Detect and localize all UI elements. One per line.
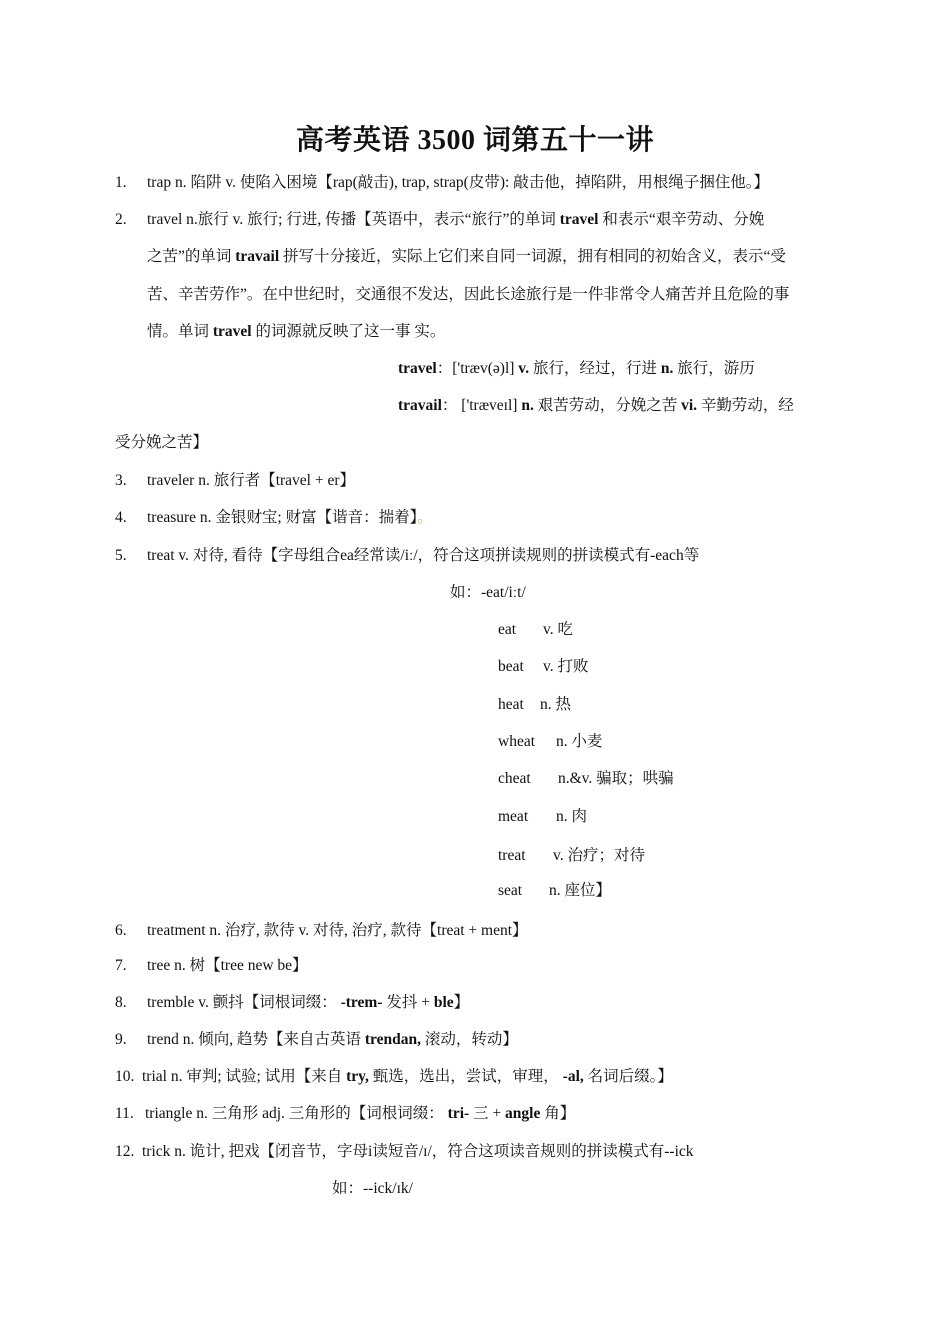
item-text: 名词后缀。】 — [583, 1068, 673, 1085]
list-item-5 — [115, 545, 699, 567]
item-number: 10. — [115, 1068, 135, 1085]
item-keyword: ble — [433, 994, 454, 1011]
meaning: 旅行，游历 — [673, 360, 755, 377]
item-text: 情。单词 — [147, 323, 213, 340]
list-item-2 — [115, 209, 764, 231]
item-text: 和表示“艰辛劳动、分娩 — [598, 211, 765, 228]
item-number: 5. — [115, 547, 127, 564]
travail-definition — [398, 395, 794, 417]
item-keyword: tri- — [447, 1105, 470, 1122]
word: beat — [498, 658, 524, 675]
example-label: 如：--ick/ɪk/ — [332, 1180, 413, 1197]
item-number: 12. — [115, 1143, 135, 1160]
word: meat — [498, 808, 529, 825]
item-text: trick n. 诡计, 把戏【闭音节，字母i读短音/ɪ/，符合这项读音规则的拼读模式有--ick — [142, 1143, 694, 1160]
item-keyword: travail — [398, 397, 442, 414]
item-text: treat v. 对待, 看待【字母组合ea经常读/iː/，符合这项拼读规则的拼读模式有-each等 — [147, 547, 700, 564]
item-keyword: travel — [398, 360, 437, 377]
item-text: 。 — [417, 509, 433, 526]
meaning: v. 吃 — [543, 621, 573, 638]
item-text: travel n.旅行 v. 旅行; 行进, 传播【英语中，表示“旅行”的单词 — [147, 211, 560, 228]
list-item-6 — [115, 920, 528, 942]
pos-label: v. — [518, 360, 530, 377]
item-keyword: travail — [235, 248, 280, 265]
item-text: traveler n. 旅行者【travel + er】 — [147, 472, 356, 489]
example-label: 如：-eat/iːt/ — [450, 584, 526, 601]
meaning: 辛勤劳动，经 — [697, 397, 794, 414]
item-number: 4. — [115, 509, 127, 526]
list-item-3 — [115, 470, 355, 492]
list-item-2-line-3: 苦、辛苦劳作”。在中世纪时，交通很不发达，因此长途旅行是一件非常令人痛苦并且危险的事 — [147, 286, 790, 303]
item-keyword: trendan, — [364, 1031, 421, 1048]
item-text: triangle n. 三角形 adj. 三角形的【词根词缀： — [145, 1105, 448, 1122]
item-keyword: -al, — [562, 1068, 584, 1085]
item-text: 三 + — [469, 1105, 506, 1122]
word: heat — [498, 696, 524, 713]
list-item-8 — [115, 992, 469, 1014]
item-number: 3. — [115, 472, 127, 489]
page-title: 高考英语 3500 词第五十一讲 — [295, 125, 654, 156]
item-text: 的词源就反映了这一事 实。 — [251, 323, 446, 340]
item-text: 之苦”的单词 — [147, 248, 236, 265]
item-text: treasure n. 金银财宝; 财富【谐音：揣着】 — [147, 509, 418, 526]
item-number: 8. — [115, 994, 127, 1011]
item-keyword: try, — [346, 1068, 369, 1085]
item-number: 7. — [115, 957, 127, 974]
list-item-2-line-2 — [147, 246, 786, 268]
item-text: treatment n. 治疗, 款待 v. 对待, 治疗, 款待【treat + ment】 — [147, 922, 528, 939]
pos-label: n. — [660, 360, 674, 377]
meaning: n. 座位】 — [549, 882, 612, 899]
item-text: trend n. 倾向, 趋势【来自古英语 — [147, 1031, 365, 1048]
word: cheat — [498, 770, 531, 787]
travel-definition — [398, 358, 755, 380]
item-keyword: -trem- — [340, 994, 383, 1011]
meaning: n. 小麦 — [556, 733, 603, 750]
item-number: 11. — [115, 1105, 134, 1122]
item-text: 角】 — [540, 1105, 576, 1122]
item-text: tremble v. 颤抖【词根词缀： — [147, 994, 341, 1011]
item-keyword: angle — [505, 1105, 541, 1122]
item-number: 6. — [115, 922, 127, 939]
item-keyword: travel — [559, 211, 599, 228]
item-text: trial n. 审判; 试验; 试用【来自 — [142, 1068, 347, 1085]
pos-label: n. — [521, 397, 534, 414]
list-item-2-line-end: 受分娩之苦】 — [115, 434, 209, 451]
word: seat — [498, 882, 523, 899]
list-item-9 — [115, 1029, 518, 1051]
meaning: v. 打败 — [543, 658, 589, 675]
item-text: 】 — [453, 994, 470, 1011]
item-text: 甄选，选出，尝试，审理， — [368, 1068, 563, 1085]
meaning: n.&v. 骗取；哄骗 — [558, 770, 674, 787]
word: eat — [498, 621, 517, 638]
phonetic: ：['træv(ə)l] — [436, 360, 519, 377]
pos-label: vi. — [681, 397, 698, 414]
item-number: 1. — [115, 174, 127, 191]
item-number: 2. — [115, 211, 127, 228]
list-item-7 — [115, 955, 308, 977]
item-text: tree n. 树【tree new be】 — [147, 957, 308, 974]
meaning: n. 肉 — [556, 808, 588, 825]
item-text: 拼写十分接近，实际上它们来自同一词源，拥有相同的初始含义，表示“受 — [279, 248, 786, 265]
word: wheat — [498, 733, 536, 750]
item-text: 滚动，转动】 — [421, 1031, 518, 1048]
meaning: n. 热 — [540, 696, 572, 713]
item-text: 发抖 + — [382, 994, 434, 1011]
list-item-1 — [115, 172, 769, 194]
item-number: 9. — [115, 1031, 127, 1048]
word: treat — [498, 847, 526, 864]
list-item-2-line-4 — [147, 321, 445, 343]
item-keyword: travel — [212, 323, 252, 340]
meaning: 艰苦劳动，分娩之苦 — [533, 397, 682, 414]
list-item-10 — [115, 1066, 673, 1088]
meaning: 旅行，经过，行进 — [529, 360, 661, 377]
phonetic: ： ['træveɪl] — [441, 397, 522, 414]
list-item-12 — [115, 1141, 694, 1163]
list-item-11 — [115, 1103, 575, 1125]
item-text: trap n. 陷阱 v. 使陷入困境【rap(敲击), trap, strap(皮带): 敲击他，掉陷阱，用根绳子捆住他。】 — [147, 174, 769, 191]
list-item-4 — [115, 507, 433, 529]
meaning: v. 治疗；对待 — [553, 847, 645, 864]
